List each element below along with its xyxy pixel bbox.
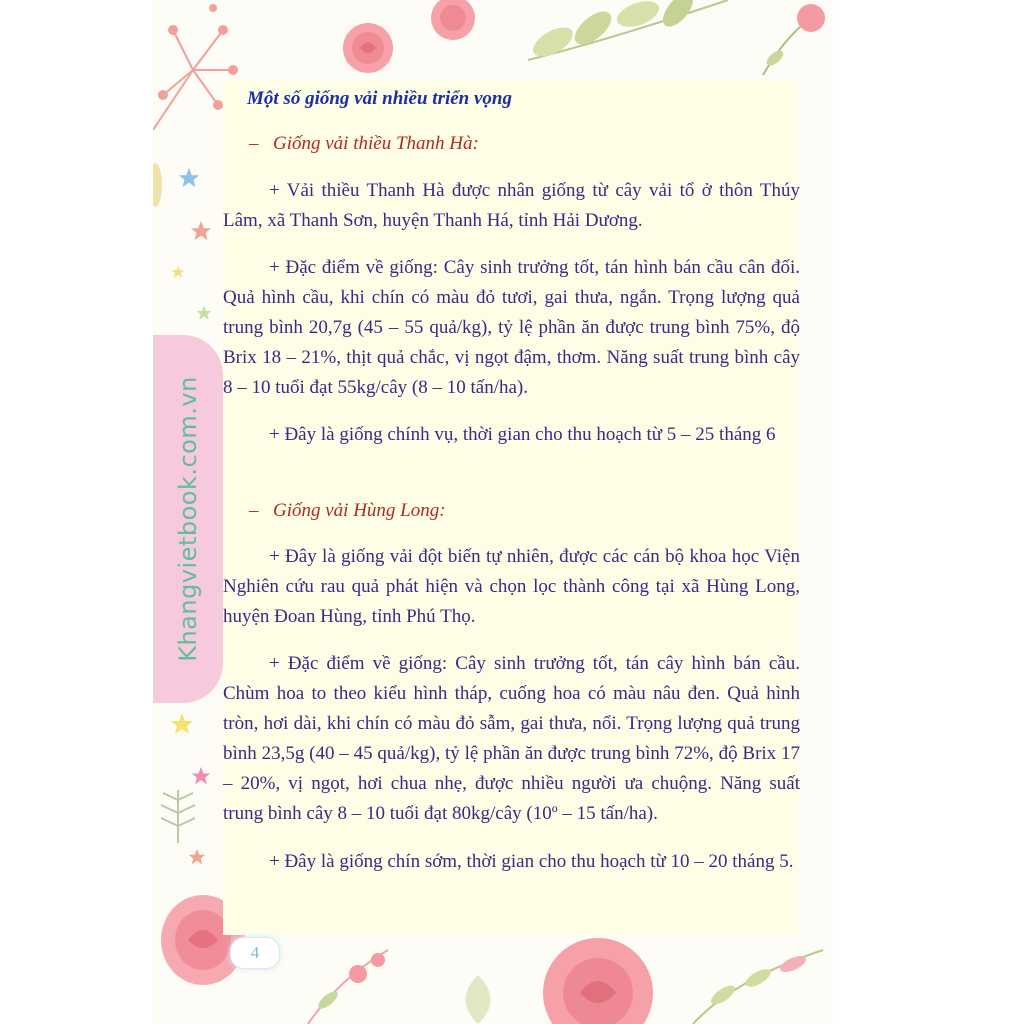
paragraph [223,847,800,877]
star-icon [171,265,185,279]
star-icon [196,305,212,321]
star-icon [190,220,212,242]
star-icon [178,167,200,189]
leaf-icon [453,975,503,1024]
section-title-text: Giống vải thiều Thanh Hà: [273,133,479,154]
star-icon [188,848,206,866]
section-title-text: Giống vải Hùng Long: [273,500,446,521]
star-icon [191,766,211,786]
paragraph-text: + Vải thiều Thanh Hà được nhân giống từ cây vải tổ ở thôn Thúy Lâm, xã Thanh Sơn, huyện Thanh Há, tỉnh Hải Dương. [223,180,800,231]
paragraph [223,253,800,403]
paragraph [223,542,800,632]
paragraph-text: + Đây là giống chín sớm, thời gian cho thu hoạch từ 10 – 20 tháng 5. [269,851,794,872]
section-title-thanh-ha [249,129,479,159]
rose-icon [338,18,398,78]
paragraph [223,176,800,236]
paragraph [223,420,800,450]
paragraph [223,649,800,829]
paragraph-text: + Đây là giống chính vụ, thời gian cho thu hoạch từ 5 – 25 tháng 6 [269,424,776,445]
rose-icon [428,0,478,44]
leaf-icon [153,160,163,210]
paragraph-text: + Đây là giống vải đột biến tự nhiên, được các cán bộ khoa học Viện Nghiên cứu rau quả phát hiện và chọn lọc thành công tại xã Hùng Long, huyện Đoan Hùng, tỉnh Phú Thọ. [223,546,800,627]
leaf-icon [528,0,738,80]
page-number: 4 [250,943,260,962]
paragraph-text: + Đặc điểm về giống: Cây sinh trưởng tốt, tán cây hình bán cầu. Chùm hoa to theo kiểu hình tháp, cuống hoa có màu nâu đen. Quả hình tròn, hơi dài, khi chín có màu đỏ sẫm, gai thưa, nổi. Trọng lượng quả trung bình 23,5g (40 – 45 quả/kg), tỷ lệ phần ăn được trung bình 72%, độ Brix 17 – 20%, vị ngọt, hơi chua nhẹ, được nhiều người ưa chuộng. Năng suất trung bình cây 8 – 10 tuổi đạt 80kg/cây (10º – 15 tấn/ha). [223,653,800,824]
page-number-badge [230,937,280,969]
section-title-hung-long [249,496,446,526]
watermark: Khangvietbook.com.vn [174,376,202,662]
fern-icon [153,785,203,845]
star-icon [170,712,194,736]
dash-marker: – [249,133,259,154]
leaf-icon [298,940,418,1024]
dash-marker: – [249,500,259,521]
page-heading: Một số giống vải nhiều triển vọng [247,88,512,109]
flower-icon [753,0,833,80]
rose-icon [538,935,658,1024]
paragraph-text: + Đặc điểm về giống: Cây sinh trưởng tốt, tán hình bán cầu cân đối. Quả hình cầu, khi chín có màu đỏ tươi, gai thưa, ngắn. Trọng lượng quả trung bình 20,7g (45 – 55 quả/kg), tỷ lệ phần ăn được trung bình 75%, độ Brix 18 – 21%, thịt quả chắc, vị ngọt đậm, thơm. Năng suất trung bình cây 8 – 10 tuổi đạt 55kg/cây (8 – 10 tấn/ha). [223,257,800,398]
leaf-icon [683,940,833,1024]
